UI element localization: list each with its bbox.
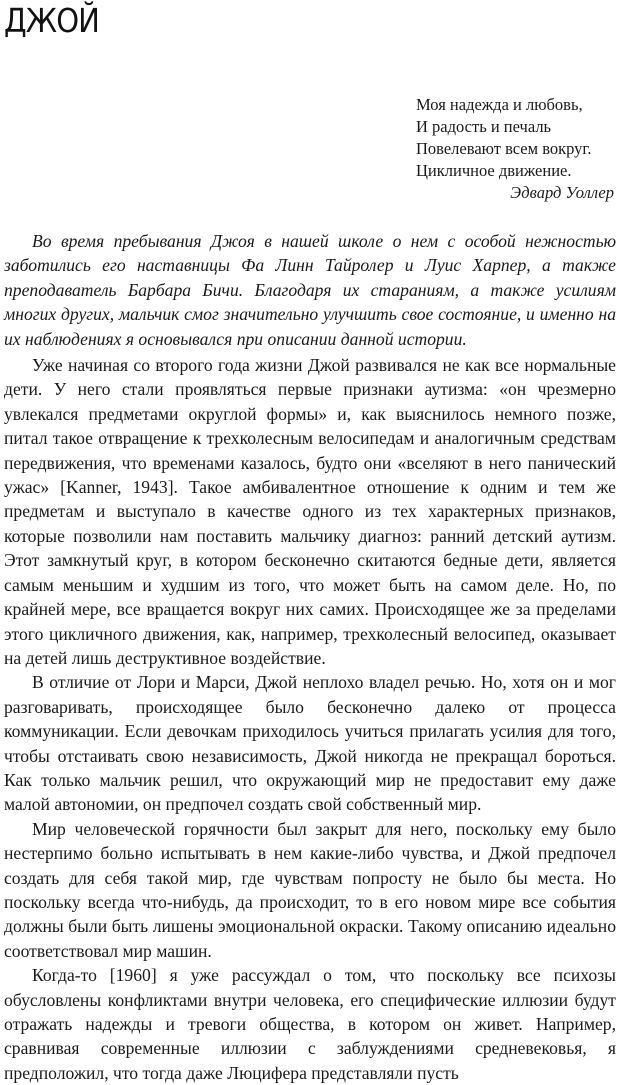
epigraph (416, 94, 616, 204)
epigraph-author: Эдвард Уоллер (510, 183, 614, 202)
body-text (4, 229, 616, 1085)
body-paragraph: Когда-то [1960] я уже рассуждал о том, что поскольку все психозы обусловлены конфликтами внутри человека, его специфические иллюзии будут отражать надежды и тревоги общества, в котором он живет. Например, сравнивая современные иллюзии с заблуждениями средневековья, я предположил, что тогда даже Люцифера представляли пусть (4, 965, 616, 1083)
chapter-title: ДЖОЙ (4, 1, 100, 40)
epigraph-line: Цикличное движение. (416, 161, 572, 180)
epigraph-line: Повелевают всем вокруг. (416, 139, 592, 158)
epigraph-line: И радость и печаль (416, 117, 552, 136)
body-paragraph: В отличие от Лори и Марси, Джой неплохо владел речью. Но, хотя он и мог разговаривать, происходящее было бесконечно далеко от процесса коммуникации. Если девочкам приходилось учиться прилагать усилия для того, чтобы отстаивать свою независимость, Джой никогда не прекращал бороться. Как только мальчик решил, что окружающий мир не предоставит ему даже малой автономии, он предпочел создать свой собственный мир. (4, 672, 616, 815)
epigraph-line: Моя надежда и любовь, (416, 95, 583, 114)
body-paragraph: Уже начиная со второго года жизни Джой развивался не как все нормальные дети. У него стали проявляться первые признаки аутизма: «он чрезмерно увлекался предметами округлой формы» и, как выяснилось немного позже, питал такое отвращение к трехколесным велосипедам и аналогичным средствам передвижения, что временами казалось, будто они «вселяют в него панический ужас» [Kanner, 1943]. Такое амбивалентное отношение к одним и тем же предметам и выступало в качестве одного из тех характерных признаков, которые позволили нам поставить мальчику диагноз: ранний детский аутизм. Этот замкнутый круг, в котором бесконечно скитаются бедные дети, является самым меньшим и худшим из того, что может быть на самом деле. Но, по крайней мере, все вращается вокруг них самих. Происходящее же за пределами этого цикличного движения, как, например, трехколесный велосипед, оказывает на детей лишь деструктивное воздействие. (4, 355, 616, 668)
body-paragraph: Мир человеческой горячности был закрыт для него, поскольку ему было нестерпимо больно испытывать в нем какие-либо чувства, и Джой предпочел создать для себя такой мир, где чувствам попросту не было бы места. Но поскольку всегда что-нибудь, да происходит, то в его новом мире все события должны были быть лишены эмоциональной окраски. Такому описанию идеально соответствовал мир машин. (4, 818, 616, 961)
intro-paragraph: Во время пребывания Джоя в нашей школе о нем с особой нежностью заботились его наставницы Фа Линн Тайролер и Луис Харпер, а также преподаватель Барбара Бичи. Благодаря их стараниям, а также усилиям многих других, мальчик смог значительно улучшить свое состояние, и именно на их наблюдениях я основывался при описании данной истории. (4, 231, 616, 349)
